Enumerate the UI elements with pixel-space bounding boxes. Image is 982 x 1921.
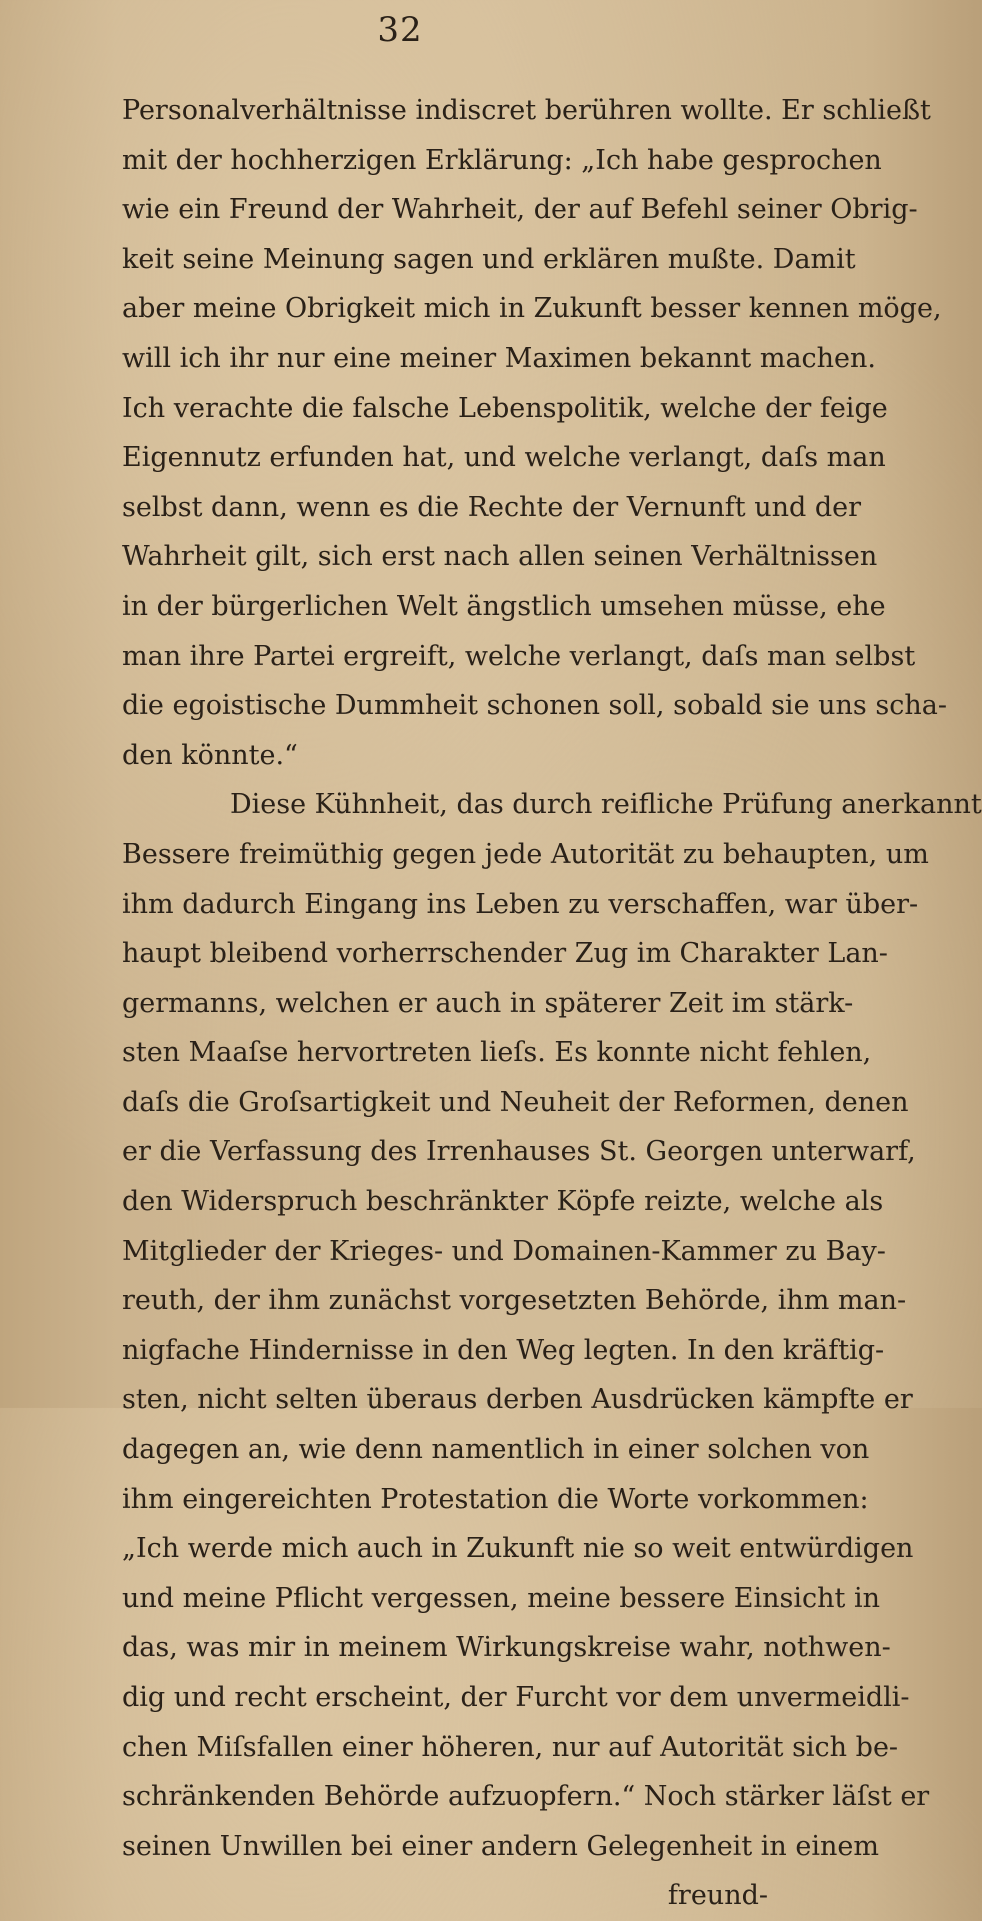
text-line: selbst dann, wenn es die Rechte der Vernunft und der	[122, 491, 862, 523]
text-line: das, was mir in meinem Wirkungskreise wahr, nothwen-	[122, 1632, 891, 1664]
text-line: ihm eingereichten Protestation die Worte vorkommen:	[122, 1483, 869, 1515]
text-line: sten Maaſse hervortreten lieſs. Es konnte nicht fehlen,	[122, 1037, 872, 1069]
page-number: 32	[377, 10, 423, 50]
text-line: dagegen an, wie denn namentlich in einer solchen von	[122, 1434, 870, 1466]
text-line: mit der hochherzigen Erklärung: „Ich habe gesprochen	[122, 144, 882, 176]
text-line: wie ein Freund der Wahrheit, der auf Befehl seiner Obrig-	[122, 194, 918, 226]
text-line: Bessere freimüthig gegen jede Autorität zu behaupten, um	[122, 838, 929, 870]
text-line: „Ich werde mich auch in Zukunft nie so weit entwürdigen	[122, 1533, 914, 1565]
text-line: dig und recht erscheint, der Furcht vor dem unvermeidli-	[122, 1682, 910, 1713]
text-line: die egoistische Dummheit schonen soll, sobald sie uns scha-	[122, 690, 947, 722]
text-line: Mitglieder der Krieges- und Domainen-Kammer zu Bay-	[122, 1235, 886, 1267]
text-line: Ich verachte die falsche Lebenspolitik, welche der feige	[122, 392, 888, 424]
text-line: keit seine Meinung sagen und erklären mußte. Damit	[122, 243, 856, 275]
text-line: den könnte.“	[122, 739, 298, 771]
text-line: und meine Pflicht vergessen, meine bessere Einsicht in	[122, 1582, 880, 1614]
text-line: chen Miſsfallen einer höheren, nur auf Autorität sich be-	[122, 1731, 899, 1763]
text-line: reuth, der ihm zunächst vorgesetzten Behörde, ihm man-	[122, 1285, 907, 1317]
paragraph-start-line: Diese Kühnheit, das durch reifliche Prüfung anerkannt	[230, 789, 982, 821]
body-text	[122, 86, 982, 1921]
text-line: in der bürgerlichen Welt ängstlich umsehen müsse, ehe	[122, 590, 886, 622]
text-line: haupt bleibend vorherrschender Zug im Charakter Lan-	[122, 938, 888, 970]
text-line: schränkenden Behörde aufzuopfern.“ Noch stärker läſst er	[122, 1781, 930, 1813]
text-line: man ihre Partei ergreift, welche verlangt, daſs man selbst	[122, 640, 916, 672]
text-line: Personalverhältnisse indiscret berühren wollte. Er schließt	[122, 95, 931, 126]
text-line: will ich ihr nur eine meiner Maximen bekannt machen.	[122, 342, 876, 374]
text-line: seinen Unwillen bei einer andern Gelegenheit in einem	[122, 1830, 879, 1862]
text-line: den Widerspruch beschränkter Köpfe reizte, welche als	[122, 1186, 884, 1218]
text-line: Wahrheit gilt, sich erst nach allen seinen Verhältnissen	[122, 541, 878, 573]
text-line: daſs die Groſsartigkeit und Neuheit der Reformen, denen	[122, 1086, 909, 1118]
text-line: nigfache Hindernisse in den Weg legten. In den kräftig-	[122, 1334, 885, 1366]
catchword: freund-	[667, 1880, 768, 1912]
text-line: er die Verfassung des Irrenhauses St. Georgen unterwarf,	[122, 1136, 916, 1168]
text-line: germanns, welchen er auch in späterer Zeit im stärk-	[122, 987, 854, 1019]
text-line: aber meine Obrigkeit mich in Zukunft besser kennen möge,	[122, 293, 942, 325]
text-line: Eigennutz erfunden hat, und welche verlangt, daſs man	[122, 442, 886, 474]
text-line: ihm dadurch Eingang ins Leben zu verschaffen, war über-	[122, 888, 919, 920]
text-line: sten, nicht selten überaus derben Ausdrücken kämpfte er	[122, 1384, 913, 1416]
